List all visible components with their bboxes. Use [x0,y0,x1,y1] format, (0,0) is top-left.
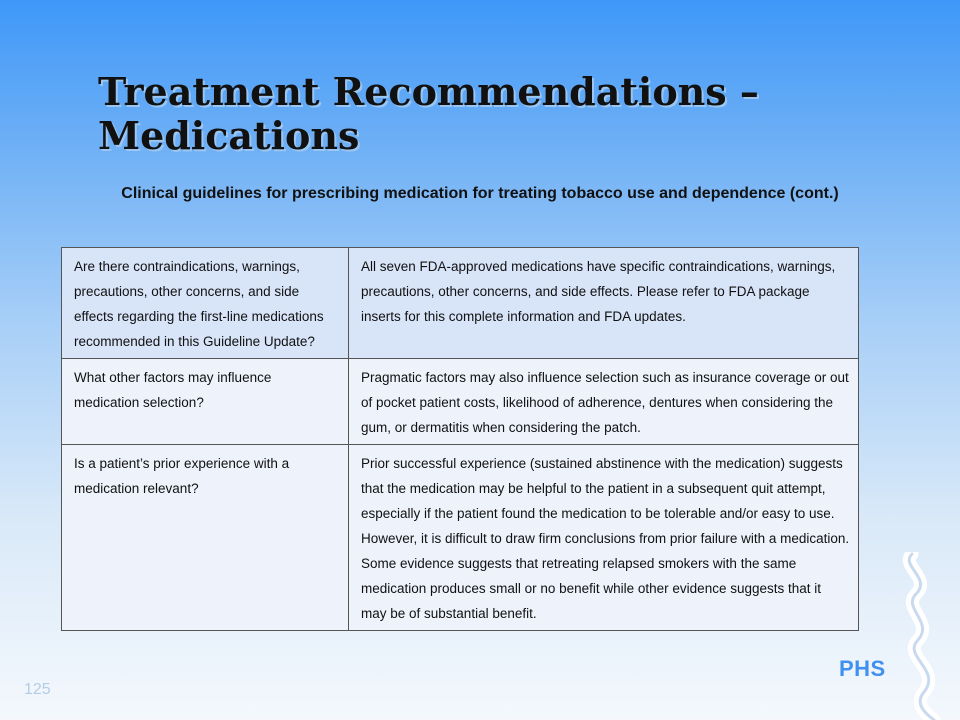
answer-cell: Prior successful experience (sustained abstinence with the medication) suggests that the medication may be helpful to the patient in a subsequent quit attempt, especially if the patient found the medication to be tolerable and/or easy to use. However, it is difficult to draw firm conclusions from prior failure with a medication. Some evidence suggests that retreating relapsed smokers with the same medication produces small or no benefit while other evidence suggests that it may be of substantial benefit. [349,445,859,631]
phs-logo-text: PHS [839,656,886,681]
table-row [62,445,859,631]
answer-cell: All seven FDA-approved medications have specific contraindications, warnings, precautions, other concerns, and side effects. Please refer to FDA package inserts for this complete information and FDA updates. [349,248,859,359]
table-row [62,359,859,445]
answer-cell: Pragmatic factors may also influence selection such as insurance coverage or out of pocket patient costs, likelihood of adherence, dentures when considering the gum, or dermatitis when considering the patch. [349,359,859,445]
question-cell: Is a patient’s prior experience with a medication relevant? [62,445,349,631]
table-row [62,248,859,359]
question-cell: What other factors may influence medication selection? [62,359,349,445]
question-cell: Are there contraindications, warnings, precautions, other concerns, and side effects regarding the first-line medications recommended in this Guideline Update? [62,248,349,359]
guideline-table [61,247,859,631]
slide-subtitle: Clinical guidelines for prescribing medication for treating tobacco use and dependence (cont.) [121,185,839,202]
slide-number: 125 [24,681,51,698]
phs-logo-icon [836,552,960,720]
slide-title: Treatment Recommendations – Medications [98,69,759,158]
